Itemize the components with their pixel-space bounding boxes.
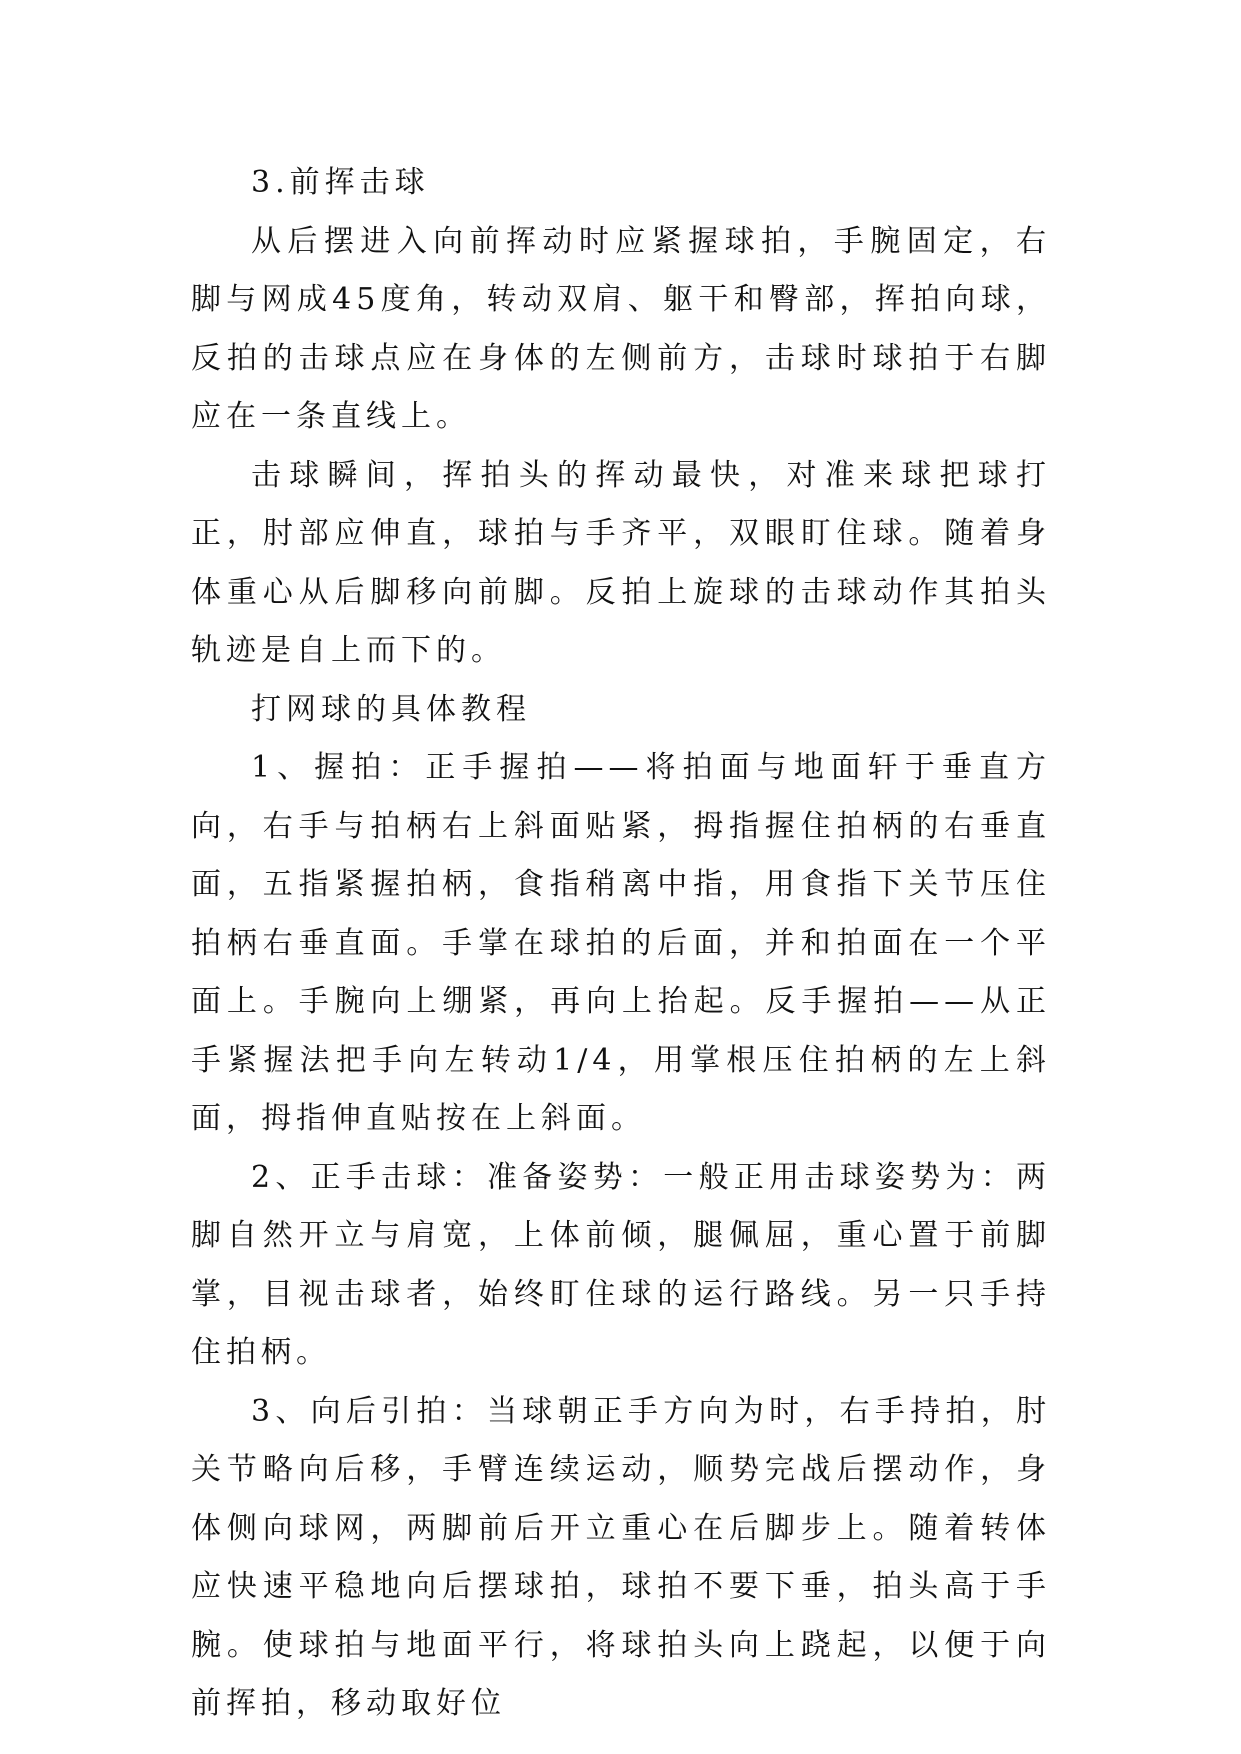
tutorial-heading: 打网球的具体教程 <box>251 691 531 727</box>
document-body <box>191 154 1051 1734</box>
paragraph-impact-moment: 击球瞬间，挥拍头的挥动最快，对准来球把球打正，肘部应伸直，球拍与手齐平，双眼盯住球。随着身体重心从后脚移向前脚。反拍上旋球的击球动作其拍头轨迹是自上而下的。 <box>191 457 1051 668</box>
step-forehand: 2、正手击球：准备姿势：一般正用击球姿势为：两脚自然开立与肩宽，上体前倾，腿佩屈，重心置于前脚掌，目视击球者，始终盯住球的运行路线。另一只手持住拍柄。 <box>191 1159 1051 1370</box>
step-backswing: 3、向后引拍：当球朝正手方向为时，右手持拍，肘关节略向后移，手臂连续运动，顺势完战后摆动作，身体侧向球网，两脚前后开立重心在后脚步上。随着转体应快速平稳地向后摆球拍，球拍不要下垂，拍头高于手腕。使球拍与地面平行，将球拍头向上跷起，以便于向前挥拍，移动取好位 <box>191 1393 1051 1721</box>
paragraph-forward-swing: 从后摆进入向前挥动时应紧握球拍，手腕固定，右脚与网成45度角，转动双肩、躯干和臀部，挥拍向球，反拍的击球点应在身体的左侧前方，击球时球拍于右脚应在一条直线上。 <box>191 223 1051 434</box>
step-grip: 1、握拍：正手握拍——将拍面与地面轩于垂直方向，右手与拍柄右上斜面贴紧，拇指握住拍柄的右垂直面，五指紧握拍柄，食指稍离中指，用食指下关节压住拍柄右垂直面。手掌在球拍的后面，并和拍面在一个平面上。手腕向上绷紧，再向上抬起。反手握拍——从正手紧握法把手向左转动1/4，用掌根压住拍柄的左上斜面，拇指伸直贴按在上斜面。 <box>191 750 1051 1136</box>
section-heading: 3.前挥击球 <box>251 165 430 200</box>
